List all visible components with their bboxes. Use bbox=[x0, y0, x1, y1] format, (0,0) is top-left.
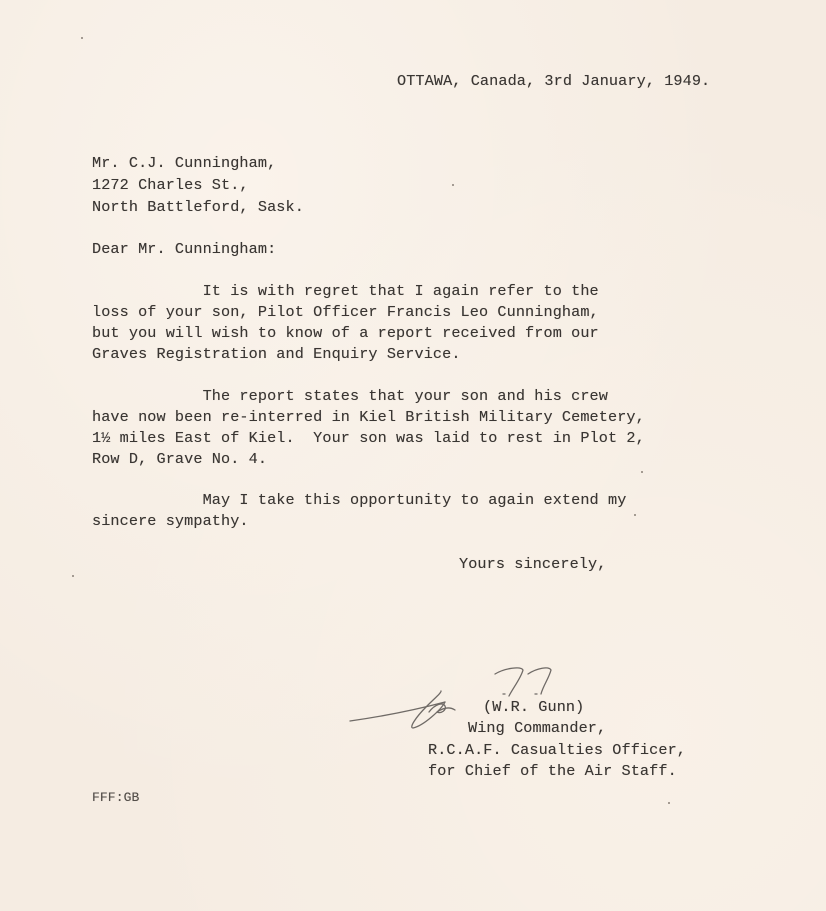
paragraph-1-line-1: It is with regret that I again refer to the bbox=[92, 282, 599, 300]
paper-speck bbox=[668, 802, 670, 804]
signatory-title: R.C.A.F. Casualties Officer, bbox=[428, 741, 686, 759]
paragraph-2-line-1: The report states that your son and his crew bbox=[92, 387, 608, 405]
paper-speck bbox=[634, 514, 636, 516]
paragraph-1-line-3: but you will wish to know of a report received from our bbox=[92, 324, 599, 342]
paragraph-3-line-2: sincere sympathy. bbox=[92, 512, 249, 530]
signatory-for: for Chief of the Air Staff. bbox=[428, 762, 677, 780]
salutation: Dear Mr. Cunningham: bbox=[92, 240, 277, 258]
closing: Yours sincerely, bbox=[459, 555, 607, 573]
signatory-name: (W.R. Gunn) bbox=[483, 698, 585, 716]
paragraph-2-line-2: have now been re-interred in Kiel British Military Cemetery, bbox=[92, 408, 645, 426]
paragraph-2-line-3: 1½ miles East of Kiel. Your son was laid to rest in Plot 2, bbox=[92, 429, 645, 447]
signatory-rank: Wing Commander, bbox=[468, 719, 607, 737]
recipient-city: North Battleford, Sask. bbox=[92, 198, 304, 216]
reference-initials: FFF:GB bbox=[92, 790, 140, 805]
paper-speck bbox=[72, 575, 74, 577]
recipient-street: 1272 Charles St., bbox=[92, 176, 249, 194]
paper-speck bbox=[452, 184, 454, 186]
paper-speck bbox=[641, 471, 643, 473]
dateline: OTTAWA, Canada, 3rd January, 1949. bbox=[397, 72, 711, 90]
paper-speck bbox=[81, 37, 83, 39]
paragraph-1-line-2: loss of your son, Pilot Officer Francis Leo Cunningham, bbox=[92, 303, 599, 321]
paragraph-2-line-4: Row D, Grave No. 4. bbox=[92, 450, 268, 468]
paragraph-3-line-1: May I take this opportunity to again extend my bbox=[92, 491, 627, 509]
paragraph-1-line-4: Graves Registration and Enquiry Service. bbox=[92, 345, 461, 363]
recipient-name: Mr. C.J. Cunningham, bbox=[92, 154, 277, 172]
